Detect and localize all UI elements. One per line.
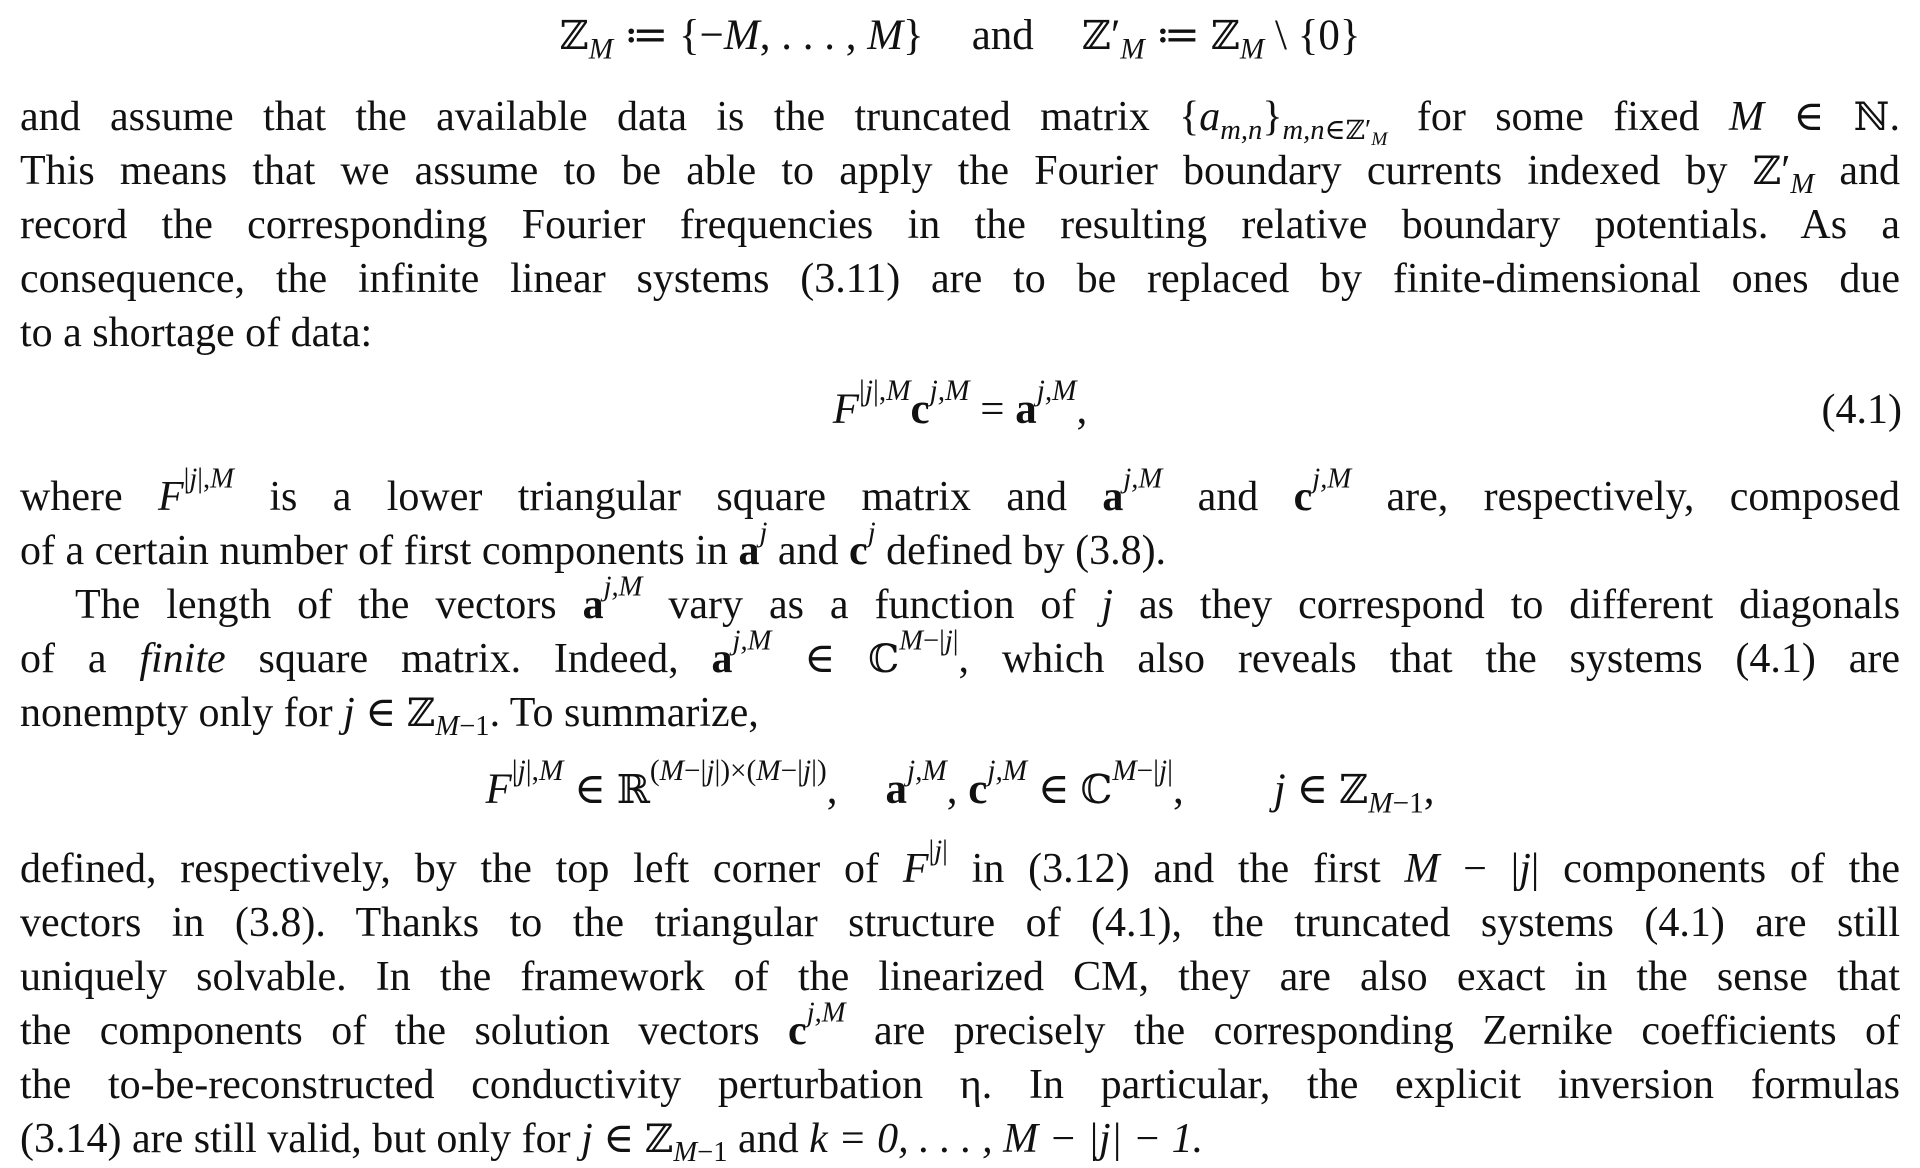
text-line-13: uniquely solvable. In the framework of the linearized CM, they are also exact in the sense that bbox=[20, 954, 1900, 1000]
display-equation-z-m: ℤ$_M$ ≔ {−M, . . . , M} and $ℤ'_M$ ≔ ℤ$_M$ \ {0} bbox=[559, 12, 1361, 66]
text-line-15: the to-be-reconstructed conductivity perturbation η. In particular, the explicit inversion formulas bbox=[20, 1062, 1900, 1108]
text-line-4: consequence, the infinite linear systems (3.11) are to be replaced by finite-dimensional ones due bbox=[20, 256, 1900, 302]
text-line-1: and assume that the available data is the truncated matrix $\{a_{m,n}\}_{m,n\in ℤ'_M}$ for some fixed M ∈ ℕ. bbox=[20, 94, 1900, 151]
text-line-5: to a shortage of data: bbox=[20, 310, 373, 356]
text-line-3: record the corresponding Fourier frequencies in the resulting relative boundary potentials. As a bbox=[20, 202, 1900, 248]
text-line-9: of a finite square matrix. Indeed, $a^{j,M}$ ∈ ℂ$^{M-|j|}$, which also reveals that the systems (4.1) are bbox=[20, 625, 1900, 682]
text-line-11: defined, respectively, by the top left corner of $F^{|j|}$ in (3.12) and the first M − |j| components of the bbox=[20, 835, 1900, 892]
display-equation-4-1: $F^{|j|,M}c^{j,M} = a^{j,M}$, bbox=[832, 375, 1088, 433]
text-line-14: the components of the solution vectors $c^{j,M}$ are precisely the corresponding Zernike coefficients of bbox=[20, 997, 1901, 1054]
text-line-16: (3.14) are still valid, but only for j ∈ ℤ$_{M-1}$ and k = 0, . . . , M − |j| − 1. bbox=[20, 1116, 1204, 1168]
text-line-8: The length of the vectors $a^{j,M}$ vary as a function of j as they correspond to different diagonals bbox=[75, 571, 1901, 628]
text-line-2: This means that we assume to be able to apply the Fourier boundary currents indexed by $ℤ'_M$ and bbox=[20, 148, 1901, 201]
text-line-12: vectors in (3.8). Thanks to the triangular structure of (4.1), the truncated systems (4.1) are still bbox=[20, 900, 1900, 946]
text-line-7: of a certain number of first components in $a^j$ and $c^j$ defined by (3.8). bbox=[20, 517, 1167, 574]
equation-number: (4.1) bbox=[1821, 387, 1902, 433]
display-equation-summary: $F^{|j|,M}$ ∈ ℝ$^{(M-|j|)\times(M-|j|)}$, $a^{j,M}$, $c^{j,M}$ ∈ ℂ$^{M-|j|}$, j ∈ ℤ$_{M-1}$, bbox=[485, 755, 1435, 820]
text-line-6: where $F^{|j|,M}$ is a lower triangular square matrix and $a^{j,M}$ and $c^{j,M}$ are, respectively, composed bbox=[20, 463, 1901, 520]
text-line-10: nonempty only for j ∈ ℤ$_{M-1}$. To summarize, bbox=[20, 690, 759, 743]
